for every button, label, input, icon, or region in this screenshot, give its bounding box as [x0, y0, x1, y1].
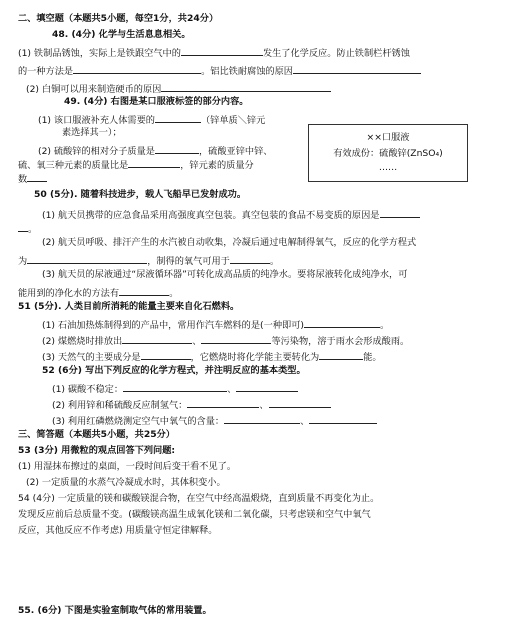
q51-line-2	[42, 334, 409, 346]
q51-line-2-text-a: (2) 煤燃烧时排放出	[42, 336, 123, 347]
q49-line-5	[18, 172, 47, 184]
q49-blank-4	[27, 172, 47, 182]
q49-line-3-text-b: ，硫酸亚锌中锌、	[199, 146, 273, 157]
q49-line-4-text-b: ，锌元素的质量分	[180, 160, 254, 171]
q48-line-2	[18, 64, 421, 76]
q51-line-1	[42, 318, 389, 330]
q50-line-4: (3) 航天员的尿液通过“尿液循环器”可转化成高品质的纯净水。要将尿液转化成纯净水，可	[42, 269, 408, 280]
q53-heading: 53 (3分) 用微粒的观点回答下列问题:	[18, 445, 176, 456]
q48-blank-1	[181, 46, 263, 56]
q52-line-2: (2) 利用锌和稀硫酸反应制氢气： 、	[52, 398, 331, 410]
q50-line-3-text-b: ，制得的氧气可用于	[147, 256, 230, 267]
q49-blank-2	[155, 144, 199, 154]
q51-blank-1	[304, 318, 380, 328]
q50-line-3-text-a: 为	[18, 256, 28, 267]
q52-blank-4	[269, 398, 331, 408]
section-2-title: 二、填空题（本题共5小题，每空1分，共24分）	[18, 13, 219, 24]
q49-line-2: 素选择其一）；	[62, 127, 122, 138]
q50-line-3	[18, 254, 279, 266]
q48-line-2-text-b: 。铝比铁耐腐蚀的原因	[201, 66, 293, 77]
q51-line-3-text-b: ，它燃烧时将化学能主要转化为	[190, 352, 320, 363]
q52-blank-3	[187, 398, 259, 408]
q51-blank-2	[122, 334, 192, 344]
q54-line-1: 54 (4分) 一定质量的镁和碳酸镁混合物，在空气中经高温煅烧，直到质量不再变化为止。	[18, 493, 380, 504]
q50-line-1	[42, 208, 420, 220]
q49-line-1-text: (1) 该口服液补充人体需要的	[38, 115, 155, 126]
q49-line-5-text: 数	[18, 174, 28, 185]
q54-line-3: 反应，其他反应不作考虑) 用质量守恒定律解释。	[18, 525, 218, 536]
q48-line-3	[26, 82, 331, 94]
q50-period-3: 。	[269, 256, 280, 267]
q52-blank-1	[123, 382, 227, 392]
q52-line-3-text: (3) 利用红磷燃烧测定空气中氧气的含量：	[52, 416, 225, 427]
q48-blank-3	[293, 64, 421, 74]
q48-heading: 48. (4分) 化学与生活息息相关。	[52, 29, 191, 40]
q48-line-1-text-a: (1) 铁制品锈蚀，实际上是铁跟空气中的	[18, 48, 181, 59]
label-title: ××口服液	[366, 132, 410, 143]
q52-line-1: (1) 碳酸不稳定： 、	[52, 382, 298, 394]
q53-line-2: (2) 一定质量的水蒸气冷凝成水时，其体积变小。	[26, 477, 226, 488]
q51-period-1: 。	[379, 320, 390, 331]
q51-line-3	[42, 350, 382, 362]
q50-line-5-text: 能用到的净化水的方法有	[18, 288, 120, 299]
q49-blank-3	[128, 158, 180, 168]
q52-line-1-text: (1) 碳酸不稳定：	[52, 384, 124, 395]
q51-line-1-text: (1) 石油加热炼制得到的产品中，常用作汽车燃料的是(一种即可)	[42, 320, 304, 331]
q49-line-1-text-b: （锌单质＼锌元	[201, 115, 266, 126]
q52-line-2-text: (2) 利用锌和稀硫酸反应制氢气：	[52, 400, 188, 411]
q52-heading: 52 (6分) 写出下列反应的化学方程式，并注明反应的基本类型。	[42, 365, 306, 376]
q50-blank-4	[119, 286, 169, 296]
q50-blank-3	[230, 254, 270, 264]
q48-blank-2	[73, 64, 201, 74]
q53-line-1: (1) 用湿抹布擦过的桌面，一段时间后变干看不见了。	[18, 461, 237, 472]
q48-blank-4	[161, 82, 331, 92]
q55-heading: 55. (6分) 下图是实验室制取气体的常用装置。	[18, 605, 212, 616]
q51-blank-4	[141, 350, 191, 360]
label-ingredient: 有效成份：硫酸锌(ZnSO₄)	[333, 148, 443, 159]
q50-line-2: (2) 航天员呼吸、排汗产生的水汽被自动收集，冷凝后通过电解制得氧气，反应的化学方程式	[42, 237, 417, 248]
section-3-title: 三、简答题（本题共5小题，共25分）	[18, 429, 175, 440]
q51-line-2-text-c: 等污染物，溶于雨水会形成酸雨。	[271, 336, 410, 347]
q50-line-1-text: (1) 航天员携带的应急食品采用高强度真空包装。真空包装的食品不易变质的原因是	[42, 210, 380, 221]
q48-line-1	[18, 46, 410, 58]
q50-line-1-cont	[18, 222, 37, 234]
q49-line-3-text-a: (2) 硫酸锌的相对分子质量是	[38, 146, 155, 157]
label-dots: ……	[378, 162, 398, 173]
q50-blank-1b	[18, 222, 28, 232]
q51-line-3-text-c: 能。	[363, 352, 382, 363]
q50-period-5: 。	[169, 288, 179, 299]
q50-line-5	[18, 286, 178, 298]
q51-blank-5	[319, 350, 363, 360]
q48-line-2-text-a: 的一种方法是	[18, 66, 74, 77]
q48-line-3-text: (2) 白铜可以用来制造硬币的原因	[26, 84, 162, 95]
q52-line-3: (3) 利用红磷燃烧测定空气中氧气的含量： 、	[52, 414, 377, 426]
q49-heading: 49. (4分) 右图是某口服液标签的部分内容。	[64, 96, 249, 107]
q48-line-1-text-b: 发生了化学反应。防止铁制栏杆锈蚀	[262, 48, 410, 59]
q51-heading: 51 (5分). 人类目前所消耗的能量主要来自化石燃料。	[18, 301, 240, 312]
q52-blank-5	[224, 414, 300, 424]
q52-blank-6	[309, 414, 377, 424]
q51-blank-3	[201, 334, 271, 344]
q52-blank-2	[236, 382, 298, 392]
q49-blank-1	[155, 113, 201, 123]
q49-line-1	[38, 113, 265, 125]
q49-line-4-text-a: 硫、氧三种元素的质量比是	[18, 160, 129, 171]
q54-line-2: 发现反应前后总质量不变。(碳酸镁高温生成氧化镁和二氧化碳，只考虑镁和空气中氧气	[18, 509, 371, 520]
q51-line-2-sep: 、	[192, 336, 202, 347]
oral-liquid-label-box	[308, 124, 468, 182]
q51-line-3-text-a: (3) 天然气的主要成分是	[42, 352, 141, 363]
q50-period-1: 。	[28, 224, 38, 235]
q49-line-4	[18, 158, 254, 170]
q49-line-3	[38, 144, 273, 156]
q50-heading: 50 (5分). 随着科技进步，载人飞船早已发射成功。	[34, 189, 247, 200]
q50-blank-1	[380, 208, 420, 218]
q50-blank-2	[27, 254, 147, 264]
